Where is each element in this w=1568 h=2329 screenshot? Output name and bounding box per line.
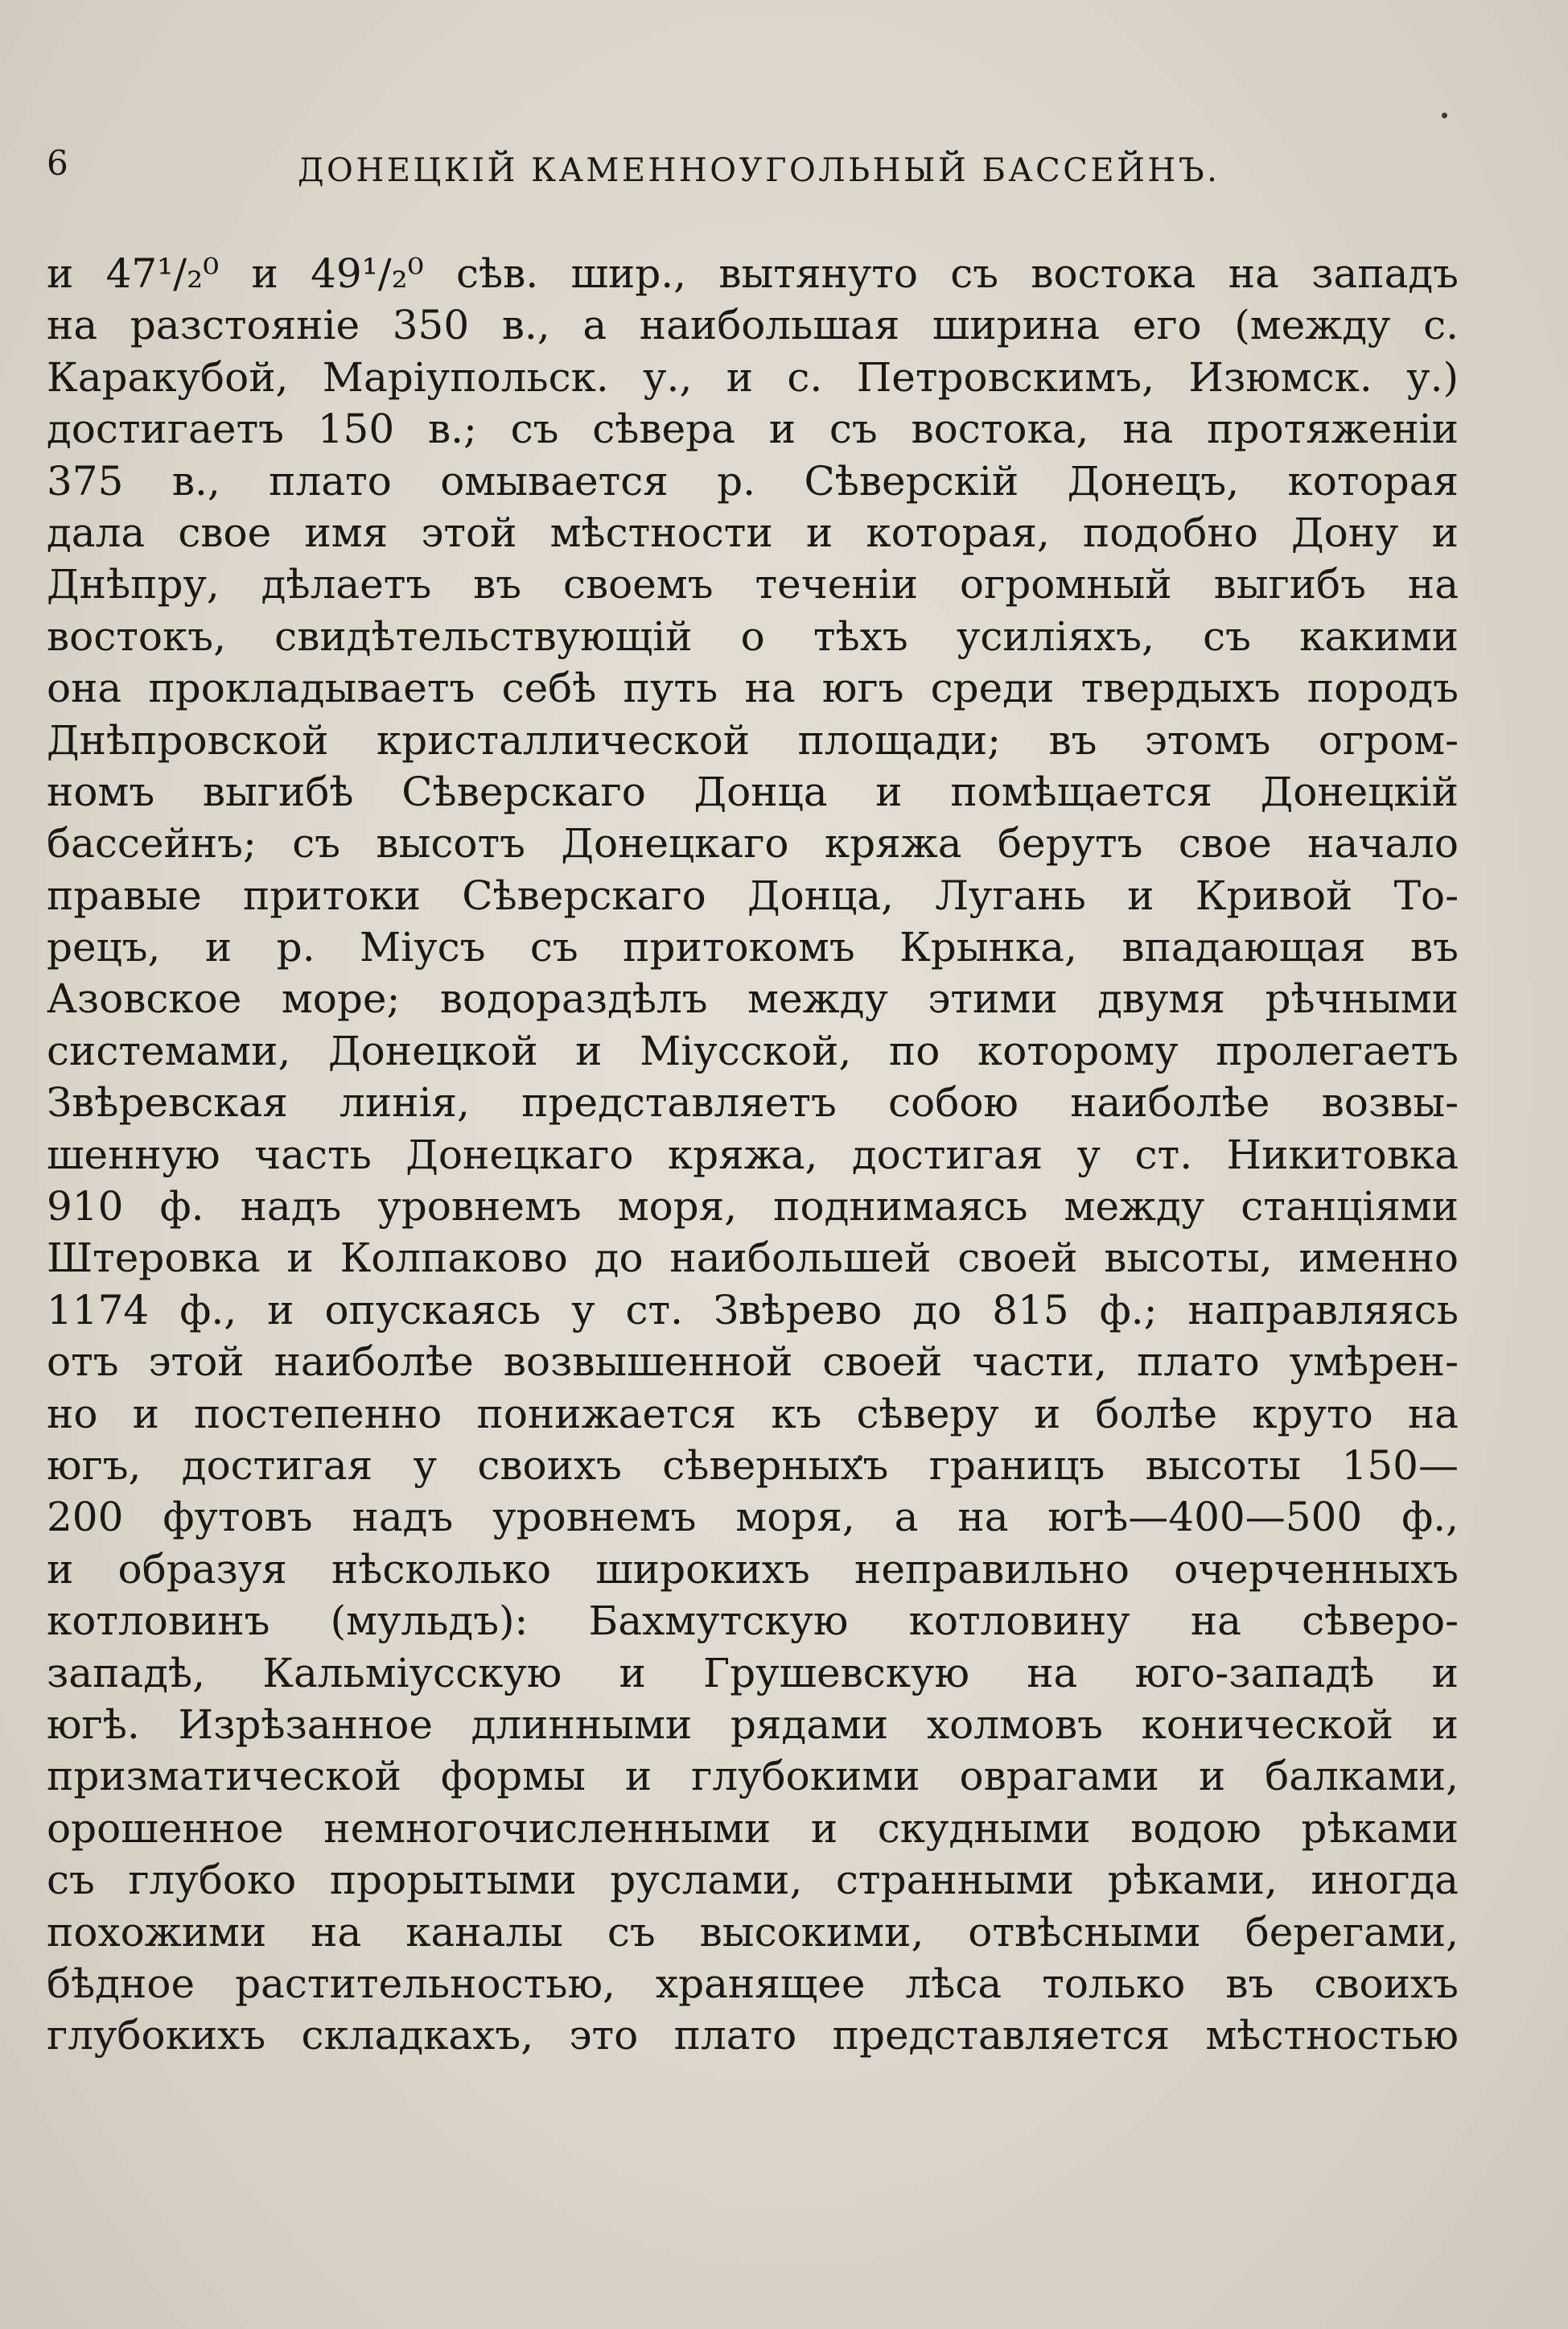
text-line: югѣ. Изрѣзанное длинными рядами холмовъ конической и [47, 1700, 1459, 1748]
text-line: похожими на каналы съ высокими, отвѣсными берегами, [47, 1908, 1459, 1956]
text-line: Днѣпру, дѣлаетъ въ своемъ теченіи огромный выгибъ на [47, 561, 1459, 608]
text-line: правые притоки Сѣверскаго Донца, Лугань и Кривой То- [47, 872, 1459, 919]
text-line: 910 ф. надъ уровнемъ моря, поднимаясь между станціями [47, 1183, 1459, 1230]
text-line: орошенное немногочисленными и скудными водою рѣками [47, 1804, 1459, 1852]
text-line: бассейнъ; съ высотъ Донецкаго кряжа берутъ свое начало [47, 820, 1459, 868]
ink-speck [1442, 113, 1447, 118]
text-line: востокъ, свидѣтельствующій о тѣхъ усиліяхъ, съ какими [47, 612, 1459, 660]
text-line: бѣдное растительностью, хранящее лѣса только въ своихъ [47, 1960, 1459, 2007]
body-text [47, 248, 1459, 2062]
text-line: достигаетъ 150 в.; съ сѣвера и съ востока, на протяженіи [47, 406, 1459, 453]
text-line: глубокихъ складкахъ, это плато представляется мѣстностью [47, 2012, 1459, 2059]
text-line: призматической формы и глубокими оврагами и балками, [47, 1753, 1459, 1800]
text-line: на разстояніе 350 в., а наибольшая ширина его (между с. [47, 302, 1459, 349]
text-line: но и постепенно понижается къ сѣверу и болѣе круто на [47, 1390, 1459, 1437]
text-line: 200 футовъ надъ уровнемъ моря, а на югѣ—400—500 ф., [47, 1494, 1459, 1541]
text-line: Штеровка и Колпаково до наибольшей своей высоты, именно [47, 1235, 1459, 1282]
text-line: Днѣпровской кристаллической площади; въ этомъ огром- [47, 716, 1459, 764]
text-line: она прокладываетъ себѣ путь на югъ среди твердыхъ породъ [47, 665, 1459, 712]
text-line: 1174 ф., и опускаясь у ст. Звѣрево до 815 ф.; направляясь [47, 1286, 1459, 1334]
text-line: и образуя нѣсколько широкихъ неправильно очерченныхъ [47, 1545, 1459, 1593]
text-line: дала свое имя этой мѣстности и которая, подобно Дону и [47, 509, 1459, 556]
text-line: номъ выгибѣ Сѣверскаго Донца и помѣщается Донецкій [47, 768, 1459, 815]
text-line: 375 в., плато омывается р. Сѣверскій Донецъ, которая [47, 457, 1459, 505]
text-line: Азовское море; водораздѣлъ между этими двумя рѣчными [47, 975, 1459, 1023]
text-line: системами, Донецкой и Міусской, по которому пролегаетъ [47, 1027, 1459, 1074]
text-line: рецъ, и р. Міусъ съ притокомъ Крынка, впадающая въ [47, 924, 1459, 971]
text-line: котловинъ (мульдъ): Бахмутскую котловину на сѣверо- [47, 1597, 1459, 1645]
text-line: съ глубоко прорытыми руслами, странными рѣками, иногда [47, 1857, 1459, 1904]
text-line: западѣ, Кальміусскую и Грушевскую на юго-западѣ и [47, 1649, 1459, 1696]
text-line: югъ, достигая у своихъ сѣверныхъ границъ высоты 150— [47, 1441, 1459, 1489]
running-title: ДОНЕЦКІЙ КАМЕННОУГОЛЬНЫЙ БАССЕЙНЪ. [298, 152, 1220, 189]
text-line: Каракубой, Маріупольск. у., и с. Петровскимъ, Изюмск. у.) [47, 353, 1459, 401]
text-line: шенную часть Донецкаго кряжа, достигая у ст. Никитовка [47, 1131, 1459, 1178]
page-number: 6 [47, 143, 68, 183]
text-line: и 47¹/₂⁰ и 49¹/₂⁰ сѣв. шир., вытянуто съ востока на западъ [47, 250, 1459, 297]
text-line: Звѣревская линія, представляетъ собою наиболѣе возвы- [47, 1079, 1459, 1127]
text-line: отъ этой наиболѣе возвышенной своей части, плато умѣрен- [47, 1338, 1459, 1386]
